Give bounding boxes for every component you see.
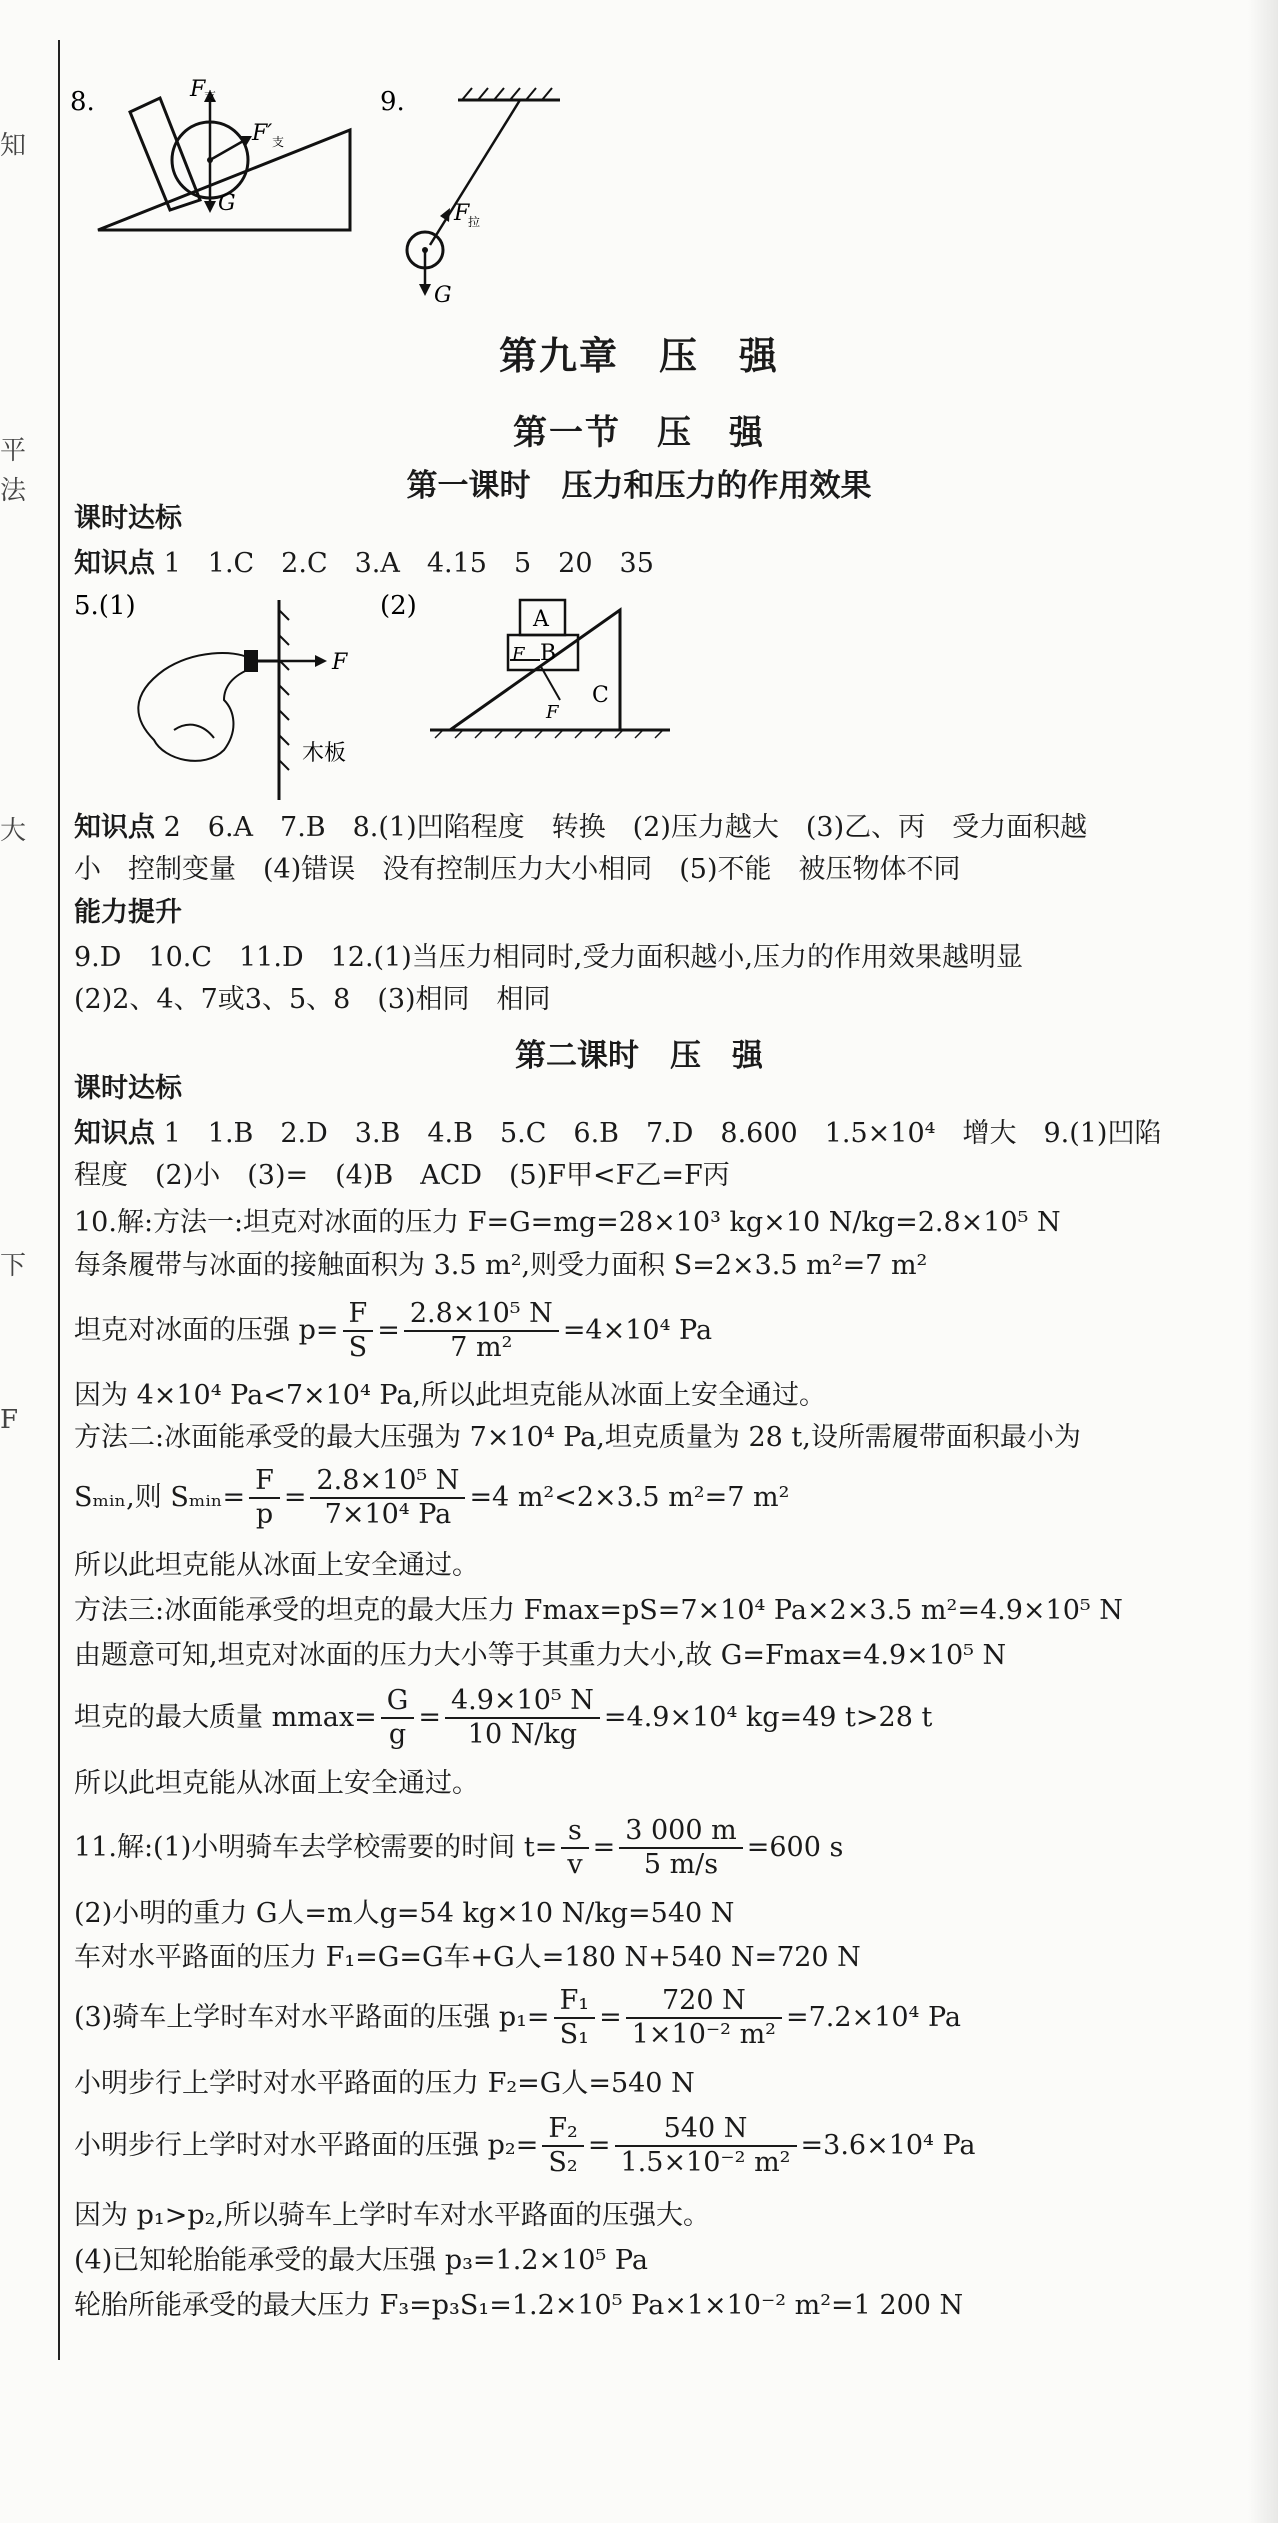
arrowhead — [204, 201, 216, 213]
fraction — [542, 2113, 584, 2180]
hand — [138, 653, 252, 761]
answer-line: Sₘᵢₙ,则 Sₘᵢₙ= $\frac{F}{p}$ = $\frac{\text{2.8×10⁵ N}}{\text{7×10⁴ Pa}}$ =4 m²<2×3.5 m²=7 m² — [74, 1465, 790, 1531]
frac-den: S — [348, 1332, 368, 1364]
section-title: 第一节 压 强 — [513, 413, 765, 453]
fraction — [554, 1985, 596, 2052]
text-part: 11.解:(1)小明骑车去学校需要的时间 t= — [74, 1831, 558, 1863]
answer-line: 所以此坦克能从冰面上安全通过。 — [74, 1550, 479, 1581]
fraction — [626, 1985, 782, 2052]
f-support2-sub: 支 — [272, 135, 285, 149]
answer-line: (4)已知轮胎能承受的最大压强 p₃=1.2×10⁵ Pa — [74, 2245, 648, 2276]
zsd-head: 知识点 — [74, 548, 155, 579]
q5-1-label: 5.(1) — [74, 591, 136, 621]
f-label: F — [332, 650, 348, 675]
zsd-body: 1 1.B 2.D 3.B 4.B 5.C 6.B 7.D 8.600 1.5×10⁴ 增大 9.(1)凹陷 — [155, 1118, 1162, 1149]
answer-line: 小 控制变量 (4)错误 没有控制压力大小相同 (5)不能 被压物体不同 — [74, 854, 961, 885]
zsd-body: 2 6.A 7.B 8.(1)凹陷程度 转换 (2)压力越大 (3)乙、丙 受力面积越 — [155, 812, 1088, 843]
margin-char: 法 — [0, 476, 27, 506]
frac-num: G — [381, 1685, 415, 1719]
frac-num: F — [249, 1465, 280, 1499]
f-tension-sub: 拉 — [468, 215, 481, 229]
answer-line: 9.D 10.C 11.D 12.(1)当压力相同时,受力面积越小,压力的作用效果越明显 — [74, 942, 1023, 973]
f1-label: F — [512, 644, 525, 665]
frac-den: g — [388, 1719, 407, 1751]
frac-den: 7 m² — [450, 1332, 513, 1364]
frac-den: 10 N/kg — [467, 1719, 578, 1751]
fraction — [619, 1815, 742, 1882]
wood-label: 木板 — [302, 741, 347, 766]
frac-num: 4.9×10⁵ N — [445, 1685, 600, 1719]
f-tension-label: F — [454, 201, 470, 226]
text-part: (3)骑车上学时车对水平路面的压强 p₁= — [74, 2001, 550, 2033]
text-part: =3.6×10⁴ Pa — [800, 2129, 976, 2161]
answer-line: 方法三:冰面能承受的坦克的最大压力 Fmax=pS=7×10⁴ Pa×2×3.5 m²=4.9×10⁵ N — [74, 1595, 1123, 1626]
frac-den: 1.5×10⁻² m² — [620, 2147, 791, 2179]
q8-label: 8. — [70, 87, 95, 117]
f2-label: F — [546, 702, 559, 723]
fraction — [615, 2113, 797, 2180]
arrowhead — [419, 284, 431, 296]
answer-line: 坦克对冰面的压强 p= $\frac{F}{S}$ = $\frac{\text{2.8×10⁵ N}}{\text{7 m²}}$ =4×10⁴ Pa — [74, 1298, 713, 1364]
frac-num: s — [561, 1815, 588, 1849]
frac-num: 3 000 m — [619, 1815, 742, 1849]
frac-num: 2.8×10⁵ N — [310, 1465, 465, 1499]
frac-den: v — [567, 1849, 583, 1881]
text-part: =4×10⁴ Pa — [562, 1314, 713, 1346]
text-part: =600 s — [746, 1831, 844, 1863]
frac-den: S₂ — [548, 2147, 578, 2179]
fraction — [343, 1298, 374, 1365]
figure-q8 — [60, 70, 380, 250]
answer-line: (3)骑车上学时车对水平路面的压强 p₁= $\frac{\text{F₁}}{\text{S₁}}$ = $\frac{720 N}{\text{1×10⁻² m²}}$ =7.2×10⁴ Pa — [74, 1985, 961, 2051]
heading-kssd1: 课时达标 — [74, 503, 182, 534]
text-part: Sₘᵢₙ,则 Sₘᵢₙ= — [74, 1481, 246, 1513]
answer-line: 轮胎所能承受的最大压力 F₃=p₃S₁=1.2×10⁵ Pa×1×10⁻² m²=1 200 N — [74, 2290, 964, 2321]
frac-num: F — [343, 1298, 374, 1332]
lesson1-title: 第一课时 压力和压力的作用效果 — [406, 468, 872, 504]
text-part: =4 m²<2×3.5 m²=7 m² — [469, 1481, 790, 1513]
chapter-title: 第九章 压 强 — [498, 333, 779, 378]
text-part: =4.9×10⁴ kg=49 t>28 t — [603, 1701, 933, 1733]
fraction — [445, 1685, 600, 1752]
zsd-head: 知识点 — [74, 1118, 155, 1149]
fraction — [561, 1815, 588, 1882]
frac-num: 720 N — [626, 1985, 782, 2019]
answer-line: 小明步行上学时对水平路面的压力 F₂=G人=540 N — [74, 2068, 695, 2099]
f-support-sub: 支 — [204, 89, 217, 103]
figure-q5-1 — [74, 590, 374, 805]
fraction — [381, 1685, 415, 1752]
q5-2-label: (2) — [380, 591, 417, 621]
pin-head — [244, 650, 258, 672]
answer-line — [74, 548, 654, 580]
answer-line: 所以此坦克能从冰面上安全通过。 — [74, 1768, 479, 1799]
fraction — [249, 1465, 280, 1532]
margin-char: 大 — [0, 816, 27, 846]
margin-char: 知 — [0, 131, 27, 161]
zsd-body: 1 1.C 2.C 3.A 4.15 5 20 35 — [155, 548, 654, 579]
answer-line: 因为 4×10⁴ Pa<7×10⁴ Pa,所以此坦克能从冰面上安全通过。 — [74, 1380, 827, 1411]
block-a-label: A — [533, 607, 549, 632]
answer-line: 小明步行上学时对水平路面的压强 p₂= $\frac{\text{F₂}}{\text{S₂}}$ = $\frac{540 N}{\text{1.5×10⁻² m²}}$ =3.6×10⁴ Pa — [74, 2113, 976, 2179]
f-support2-label: F′ — [252, 121, 273, 146]
margin-char: 平 — [0, 436, 27, 466]
answer-line: 程度 (2)小 (3)= (4)B ACD (5)F甲<F乙=F丙 — [74, 1160, 730, 1191]
ceiling-hatching — [462, 88, 552, 100]
text-part: =7.2×10⁴ Pa — [786, 2001, 961, 2033]
frac-den: 1×10⁻² m² — [631, 2019, 776, 2051]
answer-line: 车对水平路面的压力 F₁=G=G车+G人=180 N+540 N=720 N — [74, 1942, 861, 1973]
margin-rule — [58, 40, 60, 2360]
f-support-label: F — [190, 77, 206, 102]
answer-line: 由题意可知,坦克对冰面的压力大小等于其重力大小,故 G=Fmax=4.9×10⁵ N — [74, 1640, 1007, 1671]
g-label: G — [218, 191, 236, 216]
heading-nltx: 能力提升 — [74, 897, 182, 928]
frac-num: 540 N — [615, 2113, 797, 2147]
figure-q9 — [370, 80, 600, 310]
block-b-label: B — [540, 641, 557, 666]
answer-line — [74, 1118, 1161, 1150]
heading-kssd2: 课时达标 — [74, 1073, 182, 1104]
answer-line: 11.解:(1)小明骑车去学校需要的时间 t= $\frac{s}{v}$ = $\frac{3 000 m}{5 m/s}$ =600 s — [74, 1815, 844, 1881]
support-force2-arrow — [210, 140, 245, 160]
frac-den: 7×10⁴ Pa — [324, 1499, 452, 1531]
block-c-label: C — [592, 683, 609, 708]
frac-den: S₁ — [559, 2019, 589, 2051]
answer-line: 因为 p₁>p₂,所以骑车上学时车对水平路面的压强大。 — [74, 2200, 711, 2231]
answer-line — [74, 812, 1087, 844]
answer-line: 10.解:方法一:坦克对冰面的压力 F=G=mg=28×10³ kg×10 N/kg=2.8×10⁵ N — [74, 1207, 1061, 1238]
text-part: 坦克对冰面的压强 p= — [74, 1314, 339, 1346]
fraction — [404, 1298, 559, 1365]
q9-label: 9. — [380, 87, 405, 117]
frac-num: F₁ — [554, 1985, 596, 2019]
frac-num: 2.8×10⁵ N — [404, 1298, 559, 1332]
answer-line: 方法二:冰面能承受的最大压强为 7×10⁴ Pa,坦克质量为 28 t,设所需履带面积最小为 — [74, 1422, 1081, 1453]
lesson2-title: 第二课时 压 强 — [515, 1038, 763, 1074]
g-label: G — [434, 283, 452, 308]
answer-line: (2)小明的重力 G人=m人g=54 kg×10 N/kg=540 N — [74, 1898, 735, 1929]
text-part: 小明步行上学时对水平路面的压强 p₂= — [74, 2129, 539, 2161]
finger-line — [174, 725, 214, 738]
frac-den: 5 m/s — [643, 1849, 719, 1881]
fraction — [310, 1465, 465, 1532]
figure-q5-2 — [380, 590, 700, 740]
margin-char: 下 — [0, 1251, 27, 1281]
frac-num: F₂ — [542, 2113, 584, 2147]
frac-den: p — [255, 1499, 274, 1531]
answer-line: (2)2、4、7或3、5、8 (3)相同 相同 — [74, 984, 551, 1015]
text-part: 坦克的最大质量 mmax= — [74, 1701, 377, 1733]
arrowhead — [315, 655, 327, 667]
answer-line: 坦克的最大质量 mmax= $\frac{G}{g}$ = $\frac{\text{4.9×10⁵ N}}{10 N/kg}$ =4.9×10⁴ kg=49 t>28 t — [74, 1685, 933, 1751]
margin-char: F — [0, 1405, 19, 1435]
zsd-head: 知识点 — [74, 812, 155, 843]
answer-line: 每条履带与冰面的接触面积为 3.5 m²,则受力面积 S=2×3.5 m²=7 m² — [74, 1250, 928, 1281]
